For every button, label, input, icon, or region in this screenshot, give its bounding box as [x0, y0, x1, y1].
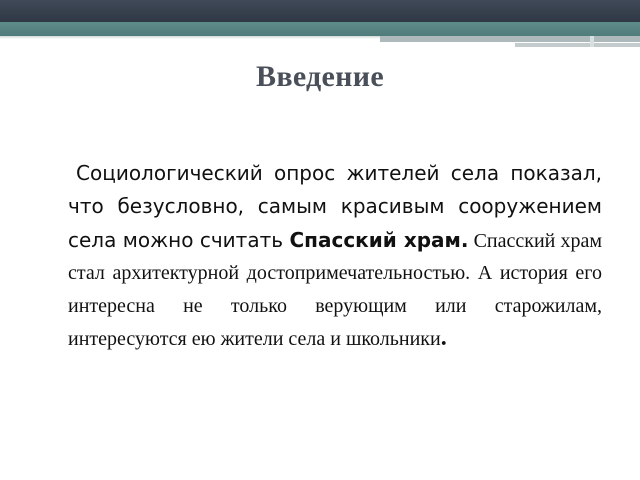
paragraph-text-intro: Социологический опрос жителей села показал, что безусловно, самым красивым сооружением села можно считать — [68, 161, 602, 252]
header-band-teal — [0, 22, 640, 36]
header-band-dark — [0, 0, 640, 22]
header-accent-line-short — [515, 43, 640, 47]
header-accent-divider — [590, 36, 594, 47]
paragraph-text-continuation: Спасский храм стал архитектурной достопримечательностью. А история его интересна не только верующим или старожилам, интересуются ею жители села и школьники — [68, 229, 602, 351]
paragraph-text-bold: Спасский храм. — [289, 227, 469, 252]
header-accent-line — [380, 36, 640, 42]
paragraph-end-mark: . — [440, 325, 447, 352]
slide-title: Введение — [256, 60, 384, 93]
slide-body-paragraph — [68, 158, 602, 356]
